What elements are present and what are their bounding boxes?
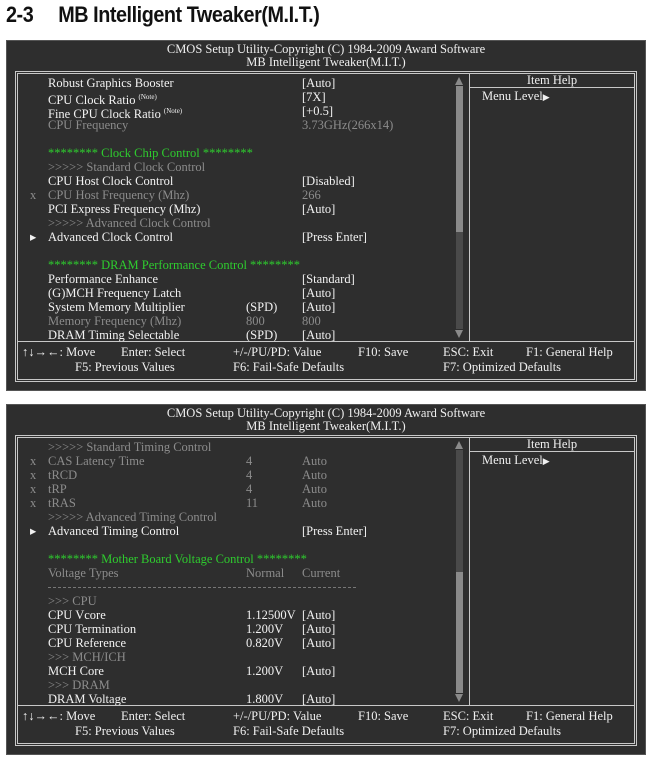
setting-label bbox=[48, 146, 253, 160]
key-optimized: F7: Optimized Defaults bbox=[443, 360, 562, 374]
setting-label bbox=[48, 118, 128, 132]
disabled-x-marker: x bbox=[30, 454, 37, 468]
setting-label-text: Fine CPU Clock Ratio bbox=[48, 107, 161, 122]
setting-label-text: Memory Frequency (Mhz) bbox=[48, 314, 182, 328]
setting-label bbox=[48, 440, 211, 454]
setting-row[interactable] bbox=[18, 524, 458, 538]
section-header bbox=[18, 552, 458, 566]
key-previous-values: F5: Previous Values bbox=[75, 724, 175, 738]
setting-row bbox=[18, 482, 458, 496]
section-number: 2-3 bbox=[6, 2, 34, 27]
setting-label bbox=[48, 678, 110, 692]
key-value: +/-/PU/PD: Value bbox=[233, 345, 322, 359]
setting-label bbox=[48, 216, 211, 230]
section-heading bbox=[6, 2, 319, 28]
divider-row bbox=[18, 580, 458, 594]
bios-screen-2 bbox=[6, 404, 646, 755]
item-help-title: Item Help bbox=[470, 74, 634, 88]
bios-title bbox=[7, 405, 645, 433]
setting-mid-value: 1.800V bbox=[246, 692, 284, 706]
setting-label-text: >>>>> Standard Timing Control bbox=[48, 440, 212, 454]
setting-row[interactable] bbox=[18, 608, 458, 622]
setting-label-text: ******** Mother Board Voltage Control ******** bbox=[48, 552, 307, 566]
setting-row[interactable] bbox=[18, 692, 458, 706]
note-superscript: (Note) bbox=[138, 93, 157, 101]
setting-label-text: >>>>> Advanced Clock Control bbox=[48, 216, 211, 230]
setting-value[interactable]: [Auto] bbox=[302, 328, 336, 342]
setting-label bbox=[48, 258, 300, 272]
setting-label bbox=[48, 272, 158, 286]
setting-row bbox=[18, 314, 458, 328]
menu-level bbox=[470, 88, 634, 104]
setting-row bbox=[18, 468, 458, 482]
setting-label-text: PCI Express Frequency (Mhz) bbox=[48, 202, 201, 216]
setting-mid-value: 4 bbox=[246, 468, 253, 482]
setting-row bbox=[18, 566, 458, 580]
setting-label-text: Advanced Clock Control bbox=[48, 230, 173, 244]
setting-value[interactable]: [Press Enter] bbox=[302, 230, 367, 244]
setting-label-text: CPU Host Clock Control bbox=[48, 174, 174, 188]
setting-row[interactable] bbox=[18, 104, 458, 122]
setting-label bbox=[48, 664, 104, 678]
scrollbar[interactable] bbox=[455, 441, 464, 702]
setting-value: Current bbox=[302, 566, 341, 580]
key-legend bbox=[18, 705, 634, 743]
setting-value: Auto bbox=[302, 496, 327, 510]
setting-label bbox=[48, 454, 145, 468]
key-fail-safe: F6: Fail-Safe Defaults bbox=[233, 360, 345, 374]
bios-frame bbox=[15, 435, 637, 746]
menu-title: MB Intelligent Tweaker(M.I.T.) bbox=[246, 419, 406, 433]
setting-label bbox=[48, 650, 126, 664]
setting-label bbox=[48, 496, 76, 510]
setting-label-text: ******** Clock Chip Control ******** bbox=[48, 146, 253, 160]
setting-label-text: >>> CPU bbox=[48, 594, 97, 608]
item-help-title: Item Help bbox=[470, 438, 634, 452]
setting-row bbox=[18, 678, 458, 692]
setting-label-text: Robust Graphics Booster bbox=[48, 76, 174, 90]
setting-value: Auto bbox=[302, 482, 327, 496]
setting-row[interactable] bbox=[18, 300, 458, 314]
scroll-track[interactable] bbox=[456, 450, 463, 693]
setting-label bbox=[48, 510, 217, 524]
setting-value[interactable]: [Standard] bbox=[302, 272, 355, 286]
setting-value[interactable]: [Disabled] bbox=[302, 174, 355, 188]
settings-panel bbox=[18, 74, 470, 341]
setting-label bbox=[48, 300, 185, 314]
setting-label bbox=[48, 314, 181, 328]
key-exit: ESC: Exit bbox=[443, 709, 494, 723]
setting-mid-value: (SPD) bbox=[246, 328, 278, 342]
key-exit: ESC: Exit bbox=[443, 345, 494, 359]
submenu-pointer-icon: ▸ bbox=[30, 524, 37, 538]
settings-panel bbox=[18, 438, 470, 705]
setting-value[interactable]: [Auto] bbox=[302, 622, 336, 636]
dashed-divider bbox=[48, 587, 356, 588]
setting-value: 3.73GHz(266x14) bbox=[302, 118, 394, 132]
setting-label-text: CPU Host Frequency (Mhz) bbox=[48, 188, 190, 202]
setting-row[interactable] bbox=[18, 272, 458, 286]
setting-value: Auto bbox=[302, 468, 327, 482]
setting-label-text: tRCD bbox=[48, 468, 78, 482]
setting-label-text: >>>>> Advanced Timing Control bbox=[48, 510, 217, 524]
setting-label bbox=[48, 188, 189, 202]
menu-level-label: Menu Level bbox=[482, 453, 543, 467]
key-general-help: F1: General Help bbox=[526, 345, 613, 359]
item-help-panel bbox=[470, 74, 634, 341]
setting-mid-value: 0.820V bbox=[246, 636, 284, 650]
key-move: ↑↓→←: Move bbox=[22, 345, 96, 359]
setting-row[interactable] bbox=[18, 636, 458, 650]
copyright-line: CMOS Setup Utility-Copyright (C) 1984-2009 Award Software bbox=[166, 406, 486, 420]
setting-mid-value: 4 bbox=[246, 454, 253, 468]
setting-row[interactable] bbox=[18, 622, 458, 636]
setting-mid-value: Normal bbox=[246, 566, 285, 580]
setting-row[interactable] bbox=[18, 286, 458, 300]
section-header bbox=[18, 146, 458, 160]
disabled-x-marker: x bbox=[30, 468, 37, 482]
setting-value[interactable]: [+0.5] bbox=[302, 104, 333, 118]
key-optimized: F7: Optimized Defaults bbox=[443, 724, 562, 738]
setting-value[interactable]: [Auto] bbox=[302, 692, 336, 706]
setting-label bbox=[48, 174, 173, 188]
setting-label bbox=[48, 160, 205, 174]
setting-value: 266 bbox=[302, 188, 321, 202]
setting-label bbox=[48, 552, 307, 566]
setting-label-text: CAS Latency Time bbox=[48, 454, 145, 468]
setting-mid-value: 4 bbox=[246, 482, 253, 496]
setting-label-text: Performance Enhance bbox=[48, 272, 159, 286]
key-previous-values: F5: Previous Values bbox=[75, 360, 175, 374]
setting-row bbox=[18, 118, 458, 132]
setting-value: Auto bbox=[302, 454, 327, 468]
setting-value[interactable]: [Auto] bbox=[302, 608, 336, 622]
setting-value[interactable]: [Auto] bbox=[302, 202, 336, 216]
key-fail-safe: F6: Fail-Safe Defaults bbox=[233, 724, 345, 738]
scroll-down-arrow-icon[interactable] bbox=[455, 330, 463, 338]
menu-level bbox=[470, 452, 634, 468]
setting-label-text: CPU Frequency bbox=[48, 118, 129, 132]
setting-label-text: tRAS bbox=[48, 496, 76, 510]
setting-value[interactable]: [Auto] bbox=[302, 664, 336, 678]
setting-label bbox=[48, 524, 179, 538]
setting-value[interactable]: [Auto] bbox=[302, 300, 336, 314]
setting-row bbox=[18, 440, 458, 454]
setting-mid-value: 1.200V bbox=[246, 664, 284, 678]
copyright-line: CMOS Setup Utility-Copyright (C) 1984-2009 Award Software bbox=[166, 42, 486, 56]
setting-label-text: CPU Reference bbox=[48, 636, 127, 650]
setting-label-text: System Memory Multiplier bbox=[48, 300, 185, 314]
scroll-thumb[interactable] bbox=[456, 572, 463, 694]
setting-label-text: ******** DRAM Performance Control ******** bbox=[48, 258, 301, 272]
setting-mid-value: 1.200V bbox=[246, 622, 284, 636]
setting-label bbox=[48, 286, 181, 300]
setting-label bbox=[48, 692, 126, 706]
setting-row[interactable] bbox=[18, 90, 458, 108]
scrollbar[interactable] bbox=[455, 77, 464, 338]
setting-label-text: (G)MCH Frequency Latch bbox=[48, 286, 182, 300]
setting-label-text: CPU Termination bbox=[48, 622, 137, 636]
setting-row bbox=[18, 650, 458, 664]
setting-mid-value: 11 bbox=[246, 496, 259, 510]
menu-level-label: Menu Level bbox=[482, 89, 543, 103]
spacer-row bbox=[18, 132, 458, 146]
setting-row bbox=[18, 454, 458, 468]
setting-label bbox=[48, 622, 136, 636]
setting-row[interactable] bbox=[18, 174, 458, 188]
scroll-up-arrow-icon[interactable] bbox=[455, 77, 463, 85]
bios-title bbox=[7, 41, 645, 69]
setting-value: 800 bbox=[302, 314, 321, 328]
setting-label bbox=[48, 594, 97, 608]
setting-label bbox=[48, 468, 77, 482]
item-help-panel bbox=[470, 438, 634, 705]
setting-row[interactable] bbox=[18, 230, 458, 244]
setting-label bbox=[48, 202, 200, 216]
section-title: MB Intelligent Tweaker(M.I.T.) bbox=[58, 2, 320, 27]
setting-mid-value: (SPD) bbox=[246, 300, 278, 314]
setting-label bbox=[48, 566, 119, 580]
setting-mid-value: 1.12500V bbox=[246, 608, 296, 622]
menu-title: MB Intelligent Tweaker(M.I.T.) bbox=[246, 55, 406, 69]
scroll-track[interactable] bbox=[456, 86, 463, 329]
key-move: ↑↓→←: Move bbox=[22, 709, 96, 723]
setting-value[interactable]: [Auto] bbox=[302, 76, 336, 90]
setting-mid-value: 800 bbox=[246, 314, 265, 328]
key-legend bbox=[18, 341, 634, 379]
setting-label-text: Voltage Types bbox=[48, 566, 119, 580]
setting-row bbox=[18, 188, 458, 202]
setting-label bbox=[48, 482, 67, 496]
setting-row[interactable] bbox=[18, 76, 458, 90]
key-select: Enter: Select bbox=[121, 709, 186, 723]
setting-value[interactable]: [7X] bbox=[302, 90, 326, 104]
triangle-right-icon: ▶ bbox=[542, 456, 550, 466]
disabled-x-marker: x bbox=[30, 188, 37, 202]
setting-label-text: MCH Core bbox=[48, 664, 104, 678]
bios-screen-1 bbox=[6, 40, 646, 391]
key-general-help: F1: General Help bbox=[526, 709, 613, 723]
bios-frame bbox=[15, 71, 637, 382]
setting-label-text: DRAM Voltage bbox=[48, 692, 127, 706]
setting-label bbox=[48, 328, 179, 342]
setting-value[interactable]: [Press Enter] bbox=[302, 524, 367, 538]
setting-label-text: CPU Clock Ratio bbox=[48, 93, 136, 108]
setting-label-text: DRAM Timing Selectable bbox=[48, 328, 180, 342]
section-header bbox=[18, 258, 458, 272]
setting-row bbox=[18, 496, 458, 510]
scroll-down-arrow-icon[interactable] bbox=[455, 694, 463, 702]
setting-row[interactable] bbox=[18, 664, 458, 678]
setting-label bbox=[48, 608, 106, 622]
setting-row[interactable] bbox=[18, 328, 458, 342]
setting-row bbox=[18, 216, 458, 230]
setting-row bbox=[18, 594, 458, 608]
setting-label bbox=[48, 636, 126, 650]
setting-label-text: Advanced Timing Control bbox=[48, 524, 180, 538]
setting-label bbox=[48, 76, 174, 90]
key-value: +/-/PU/PD: Value bbox=[233, 709, 322, 723]
scroll-up-arrow-icon[interactable] bbox=[455, 441, 463, 449]
setting-label bbox=[48, 230, 173, 244]
triangle-right-icon: ▶ bbox=[542, 92, 550, 102]
setting-row bbox=[18, 160, 458, 174]
disabled-x-marker: x bbox=[30, 482, 37, 496]
setting-label-text: tRP bbox=[48, 482, 67, 496]
spacer-row bbox=[18, 538, 458, 552]
disabled-x-marker: x bbox=[30, 496, 37, 510]
scroll-thumb[interactable] bbox=[456, 86, 463, 232]
setting-value[interactable]: [Auto] bbox=[302, 286, 336, 300]
key-save: F10: Save bbox=[358, 345, 409, 359]
setting-label-text: CPU Vcore bbox=[48, 608, 106, 622]
setting-row[interactable] bbox=[18, 202, 458, 216]
setting-row bbox=[18, 510, 458, 524]
setting-value[interactable]: [Auto] bbox=[302, 636, 336, 650]
setting-label-text: >>>>> Standard Clock Control bbox=[48, 160, 206, 174]
setting-label-text: >>> DRAM bbox=[48, 678, 110, 692]
submenu-pointer-icon: ▸ bbox=[30, 230, 37, 244]
key-select: Enter: Select bbox=[121, 345, 186, 359]
key-save: F10: Save bbox=[358, 709, 409, 723]
note-superscript: (Note) bbox=[163, 107, 183, 115]
spacer-row bbox=[18, 244, 458, 258]
setting-label-text: >>> MCH/ICH bbox=[48, 650, 126, 664]
